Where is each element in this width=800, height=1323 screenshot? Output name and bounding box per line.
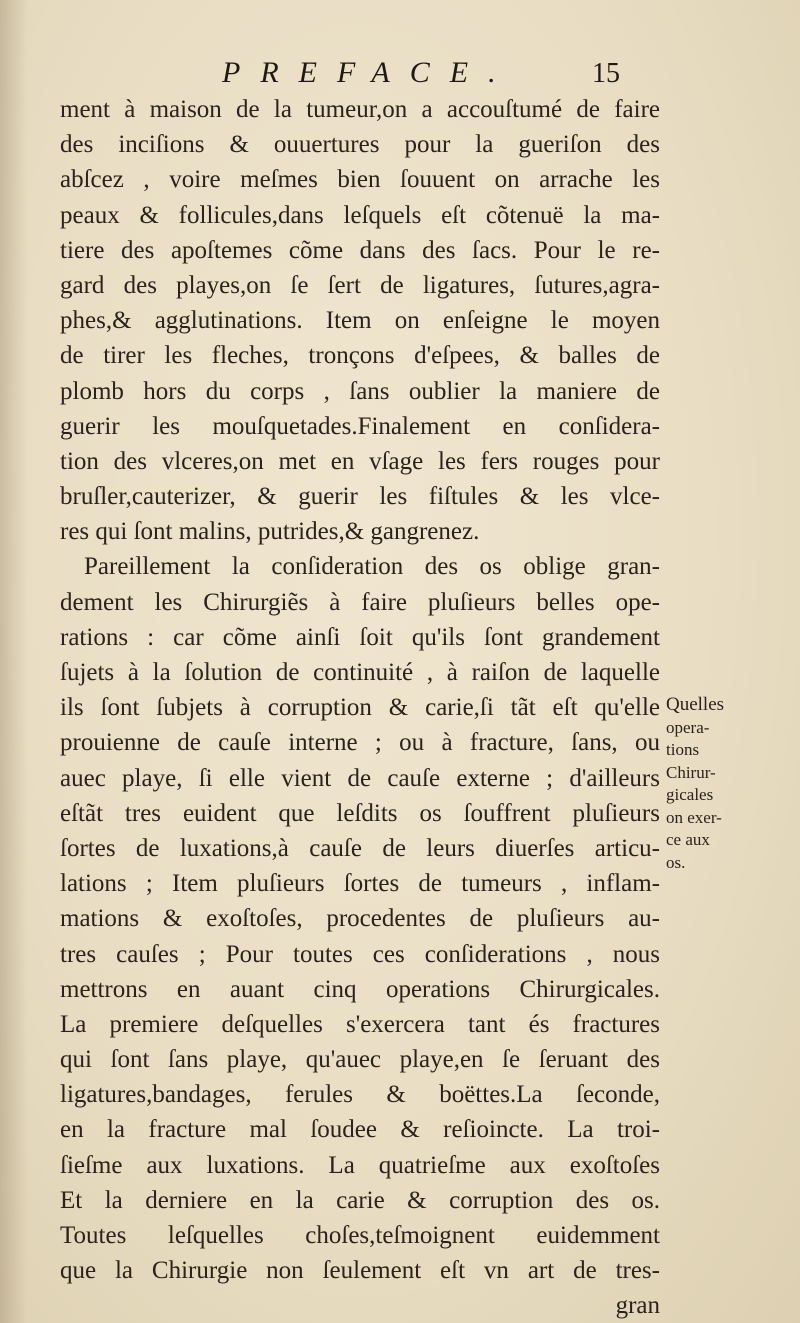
margin-note-line: os. xyxy=(666,852,686,872)
text-line: guerir les mouſquetades.Finalement en conſidera- xyxy=(60,412,660,440)
text-line: ſujets à la ſolution de continuité , à raiſon de laquelle xyxy=(60,659,660,686)
running-header xyxy=(0,56,800,96)
text-line: prouienne de cauſe interne ; ou à fracture, ſans, ou xyxy=(60,729,660,757)
text-line: ment à maison de la tumeur,on a accouſtumé de faire xyxy=(60,96,660,123)
text-line: que la Chirurgie non ſeulement eſt vn art de tres- xyxy=(60,1257,660,1285)
text-line: peaux & follicules,dans leſquels eſt cõtenuë la ma- xyxy=(60,201,660,229)
text-line: en la fracture mal ſoudee & reſioincte. La troi- xyxy=(60,1116,660,1144)
text-line: ſieſme aux luxations. La quatrieſme aux exoſtoſes xyxy=(60,1151,660,1179)
margin-note-line: Quelles xyxy=(666,694,725,715)
text-line: bruſler,cauterizer, & guerir les fiſtules & les vlce- xyxy=(60,483,660,511)
margin-note-line: Chirur- xyxy=(666,762,716,782)
margin-note-line: ce aux xyxy=(666,830,710,849)
text-line: Et la derniere en la carie & corruption des os. xyxy=(60,1186,660,1214)
text-line: ſortes de luxations,à cauſe de leurs diuerſes articu- xyxy=(60,834,660,862)
text-line: mations & exoſtoſes, procedentes de pluſieurs au- xyxy=(60,905,660,933)
text-line: tres cauſes ; Pour toutes ces conſiderations , nous xyxy=(60,940,660,968)
text-line: auec playe, ſi elle vient de cauſe externe ; d'ailleurs xyxy=(60,764,660,792)
running-title: PREFACE. xyxy=(222,56,516,89)
text-line: Pareillement la conſideration des os oblige gran- xyxy=(84,553,660,581)
text-line: Toutes leſquelles choſes,teſmoignent euidemment xyxy=(60,1222,660,1249)
text-line: tiere des apoſtemes cõme dans des ſacs. Pour le re- xyxy=(60,236,660,264)
text-line: gard des playes,on ſe ſert de ligatures, ſutures,agra- xyxy=(60,271,660,299)
body-text xyxy=(60,92,660,1323)
text-line: des inciſions & ouuertures pour la gueriſon des xyxy=(60,131,660,159)
text-line: res qui ſont malins, putrides,& gangrenez. xyxy=(60,518,480,546)
text-line: qui ſont ſans playe, qu'auec playe,en ſe ſeruant des xyxy=(60,1046,660,1074)
text-line: lations ; Item pluſieurs ſortes de tumeurs , inflam- xyxy=(60,870,660,898)
margin-note-line: opera- xyxy=(666,717,710,737)
text-line: mettrons en auant cinq operations Chirurgicales. xyxy=(60,975,660,1003)
margin-note-line: tions xyxy=(666,740,700,759)
margin-note-line: gicales xyxy=(666,785,714,804)
text-line: rations : car cõme ainſi ſoit qu'ils ſont grandement xyxy=(60,623,660,651)
margin-note xyxy=(666,694,776,874)
text-line: ligatures,bandages, ferules & boëttes.La ſeconde, xyxy=(60,1081,660,1109)
catchword: gran xyxy=(615,1292,660,1320)
text-line: abſcez , voire meſmes bien ſouuent on arrache les xyxy=(60,166,660,194)
text-line: phes,& agglutinations. Item on enſeigne le moyen xyxy=(60,307,660,335)
gutter-shadow xyxy=(0,0,28,1323)
text-line: plomb hors du corps , ſans oublier la maniere de xyxy=(60,377,660,405)
text-line: ils ſont ſubjets à corruption & carie,ſi tãt eſt qu'elle xyxy=(60,694,660,722)
text-line: dement les Chirurgiẽs à faire pluſieurs belles ope- xyxy=(60,588,660,616)
text-line: eſtãt tres euident que leſdits os ſouffrent pluſieurs xyxy=(60,799,660,827)
text-line: de tirer les fleches, tronçons d'eſpees, & balles de xyxy=(60,342,660,370)
text-line: tion des vlceres,on met en vſage les fers rouges pour xyxy=(60,447,660,475)
text-line: La premiere deſquelles s'exercera tant és fractures xyxy=(60,1010,660,1038)
page-number: 15 xyxy=(592,58,620,89)
margin-note-line: on exer- xyxy=(666,807,722,827)
